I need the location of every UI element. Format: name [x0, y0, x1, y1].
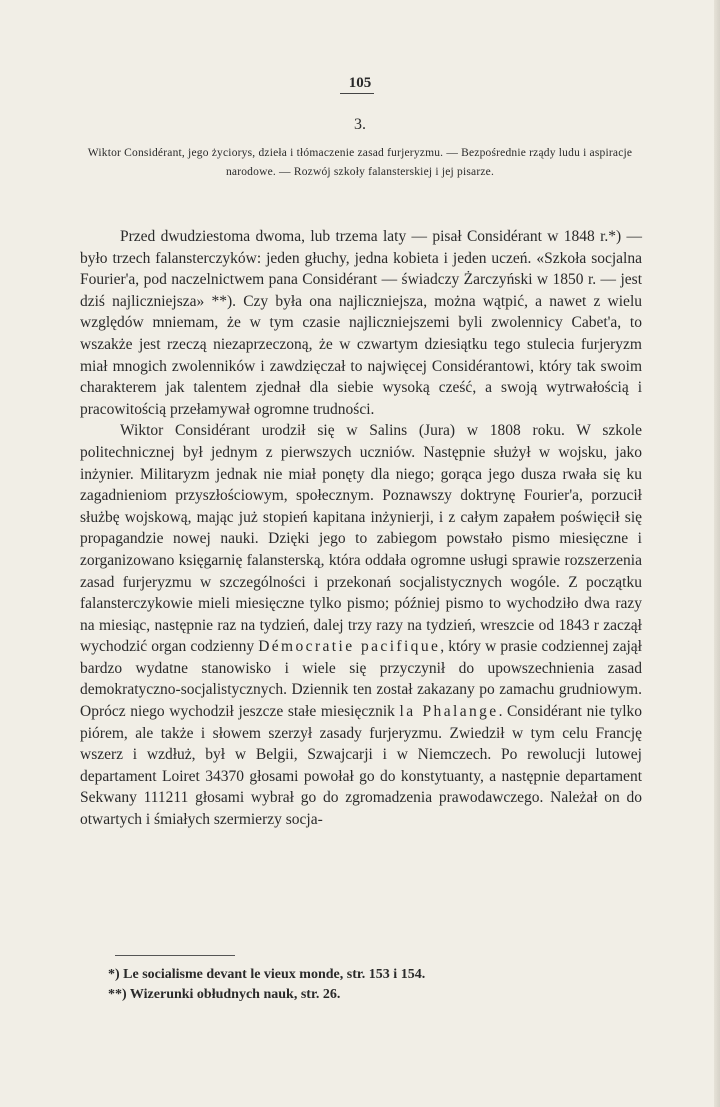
- page-edge: [714, 0, 720, 1107]
- page-number-underline: [340, 93, 374, 94]
- body-text: [80, 226, 642, 831]
- footnotes: [108, 965, 528, 1005]
- paragraph-2-part-a: Wiktor Considérant urodził się w Salins (Jura) w 1808 roku. W szkole politechnicznej był jednym z pierwszych uczniów. Następnie służył w wojsku, jako inżynier. Militaryzm jednak nie miał ponęty dla niego; gorąca jego dusza rwała się ku zagadnieniom przyszłościowym, społecznym. Poznawszy doktrynę Fourier'a, porzucił służbę wojskową, mając już stopień kapitana inżynierji, i z całym zapałem poświęcił się propagandzie nowej nauki. Dzięki jego to zabiegom powstało pismo miesięczne i zorganizowano księgarnię falansterską, która oddała ogromne usługi sprawie rozszerzenia zasad furjeryzmu w szczególności i przekonań socjalistycznych wogóle. Z początku falansterczykowie mieli miesięczne tylko pismo; później pismo to wychodziło dwa razy na miesiąc, następnie raz na tydzień, dalej trzy razy na tydzień, wreszcie od 1843 r zaczął wychodzić organ codzienny: [80, 422, 642, 656]
- periodical-title-democratie: Démocratie pacifique: [258, 638, 441, 656]
- footnote-2: **) Wizerunki obłudnych nauk, str. 26.: [108, 987, 341, 1002]
- chapter-summary: Wiktor Considérant, jego życiorys, dzieła i tłómaczenie zasad furjeryzmu. — Bezpośrednie rządy ludu i aspiracje narodowe. — Rozwój szkoły falansterskiej i jej pisarze.: [87, 147, 633, 178]
- footnote-rule: [115, 955, 235, 956]
- paragraph-2: [80, 420, 642, 830]
- paragraph-2-part-b: , który w prasie codziennej zajął bardzo wydatne stanowisko i wiele się przyczynił do upowszechnienia zasad demokratyczno-socjalistycznych. Dziennik ten został zakazany po zamachu grudniowym. Oprócz niego wychodził jeszcze stałe miesięcznik: [80, 638, 642, 721]
- footnote-1: *) Le socialisme devant le vieux monde, str. 153 i 154.: [108, 967, 426, 982]
- paragraph-1: Przed dwudziestoma dwoma, lub trzema laty — pisał Considérant w 1848 r.*) — było trzech falansterczyków: jeden głuchy, jedna kobieta i jeden uczeń. «Szkoła socjalna Fourier'a, pod naczelnictwem pana Considérant — świadczy Żarczyński w 1850 r. — jest dziś najliczniejsza» **). Czy była ona najliczniejsza, można wątpić, a nawet z wielu względów mniemam, że w tym czasie najliczniejszemi byli zwolennicy Cabet'a, to wszakże jest rzeczą niezaprzeczoną, że w czwartym dziesiątku tego stulecia furjeryzm miał mnogich zwolenników i zawdzięczał to najwięcej Considérantowi, który tak swoim charakterem jak talentem zjednał dla siebie wysoką cześć, a swoją wytrwałością i pracowitością przełamywał ogromne trudności.: [80, 228, 642, 418]
- paragraph-2-part-c: . Considérant nie tylko piórem, ale także i słowem szerzył zasady furjeryzmu. Zwiedził w tym celu Francję wszerz i wzdłuż, był w Belgii, Szwajcarji i w Niemczech. Po rewolucji lutowej departament Loiret 34370 głosami powołał go do konstytuanty, a następnie departament Sekwany 111211 głosami wybrał go do zgromadzenia prawodawczego. Należał on do otwartych i śmiałych szermierzy socja-: [80, 703, 643, 829]
- periodical-title-phalange: la Phalange: [399, 703, 499, 721]
- page-number: 105: [348, 75, 372, 91]
- chapter-number: 3.: [354, 116, 366, 133]
